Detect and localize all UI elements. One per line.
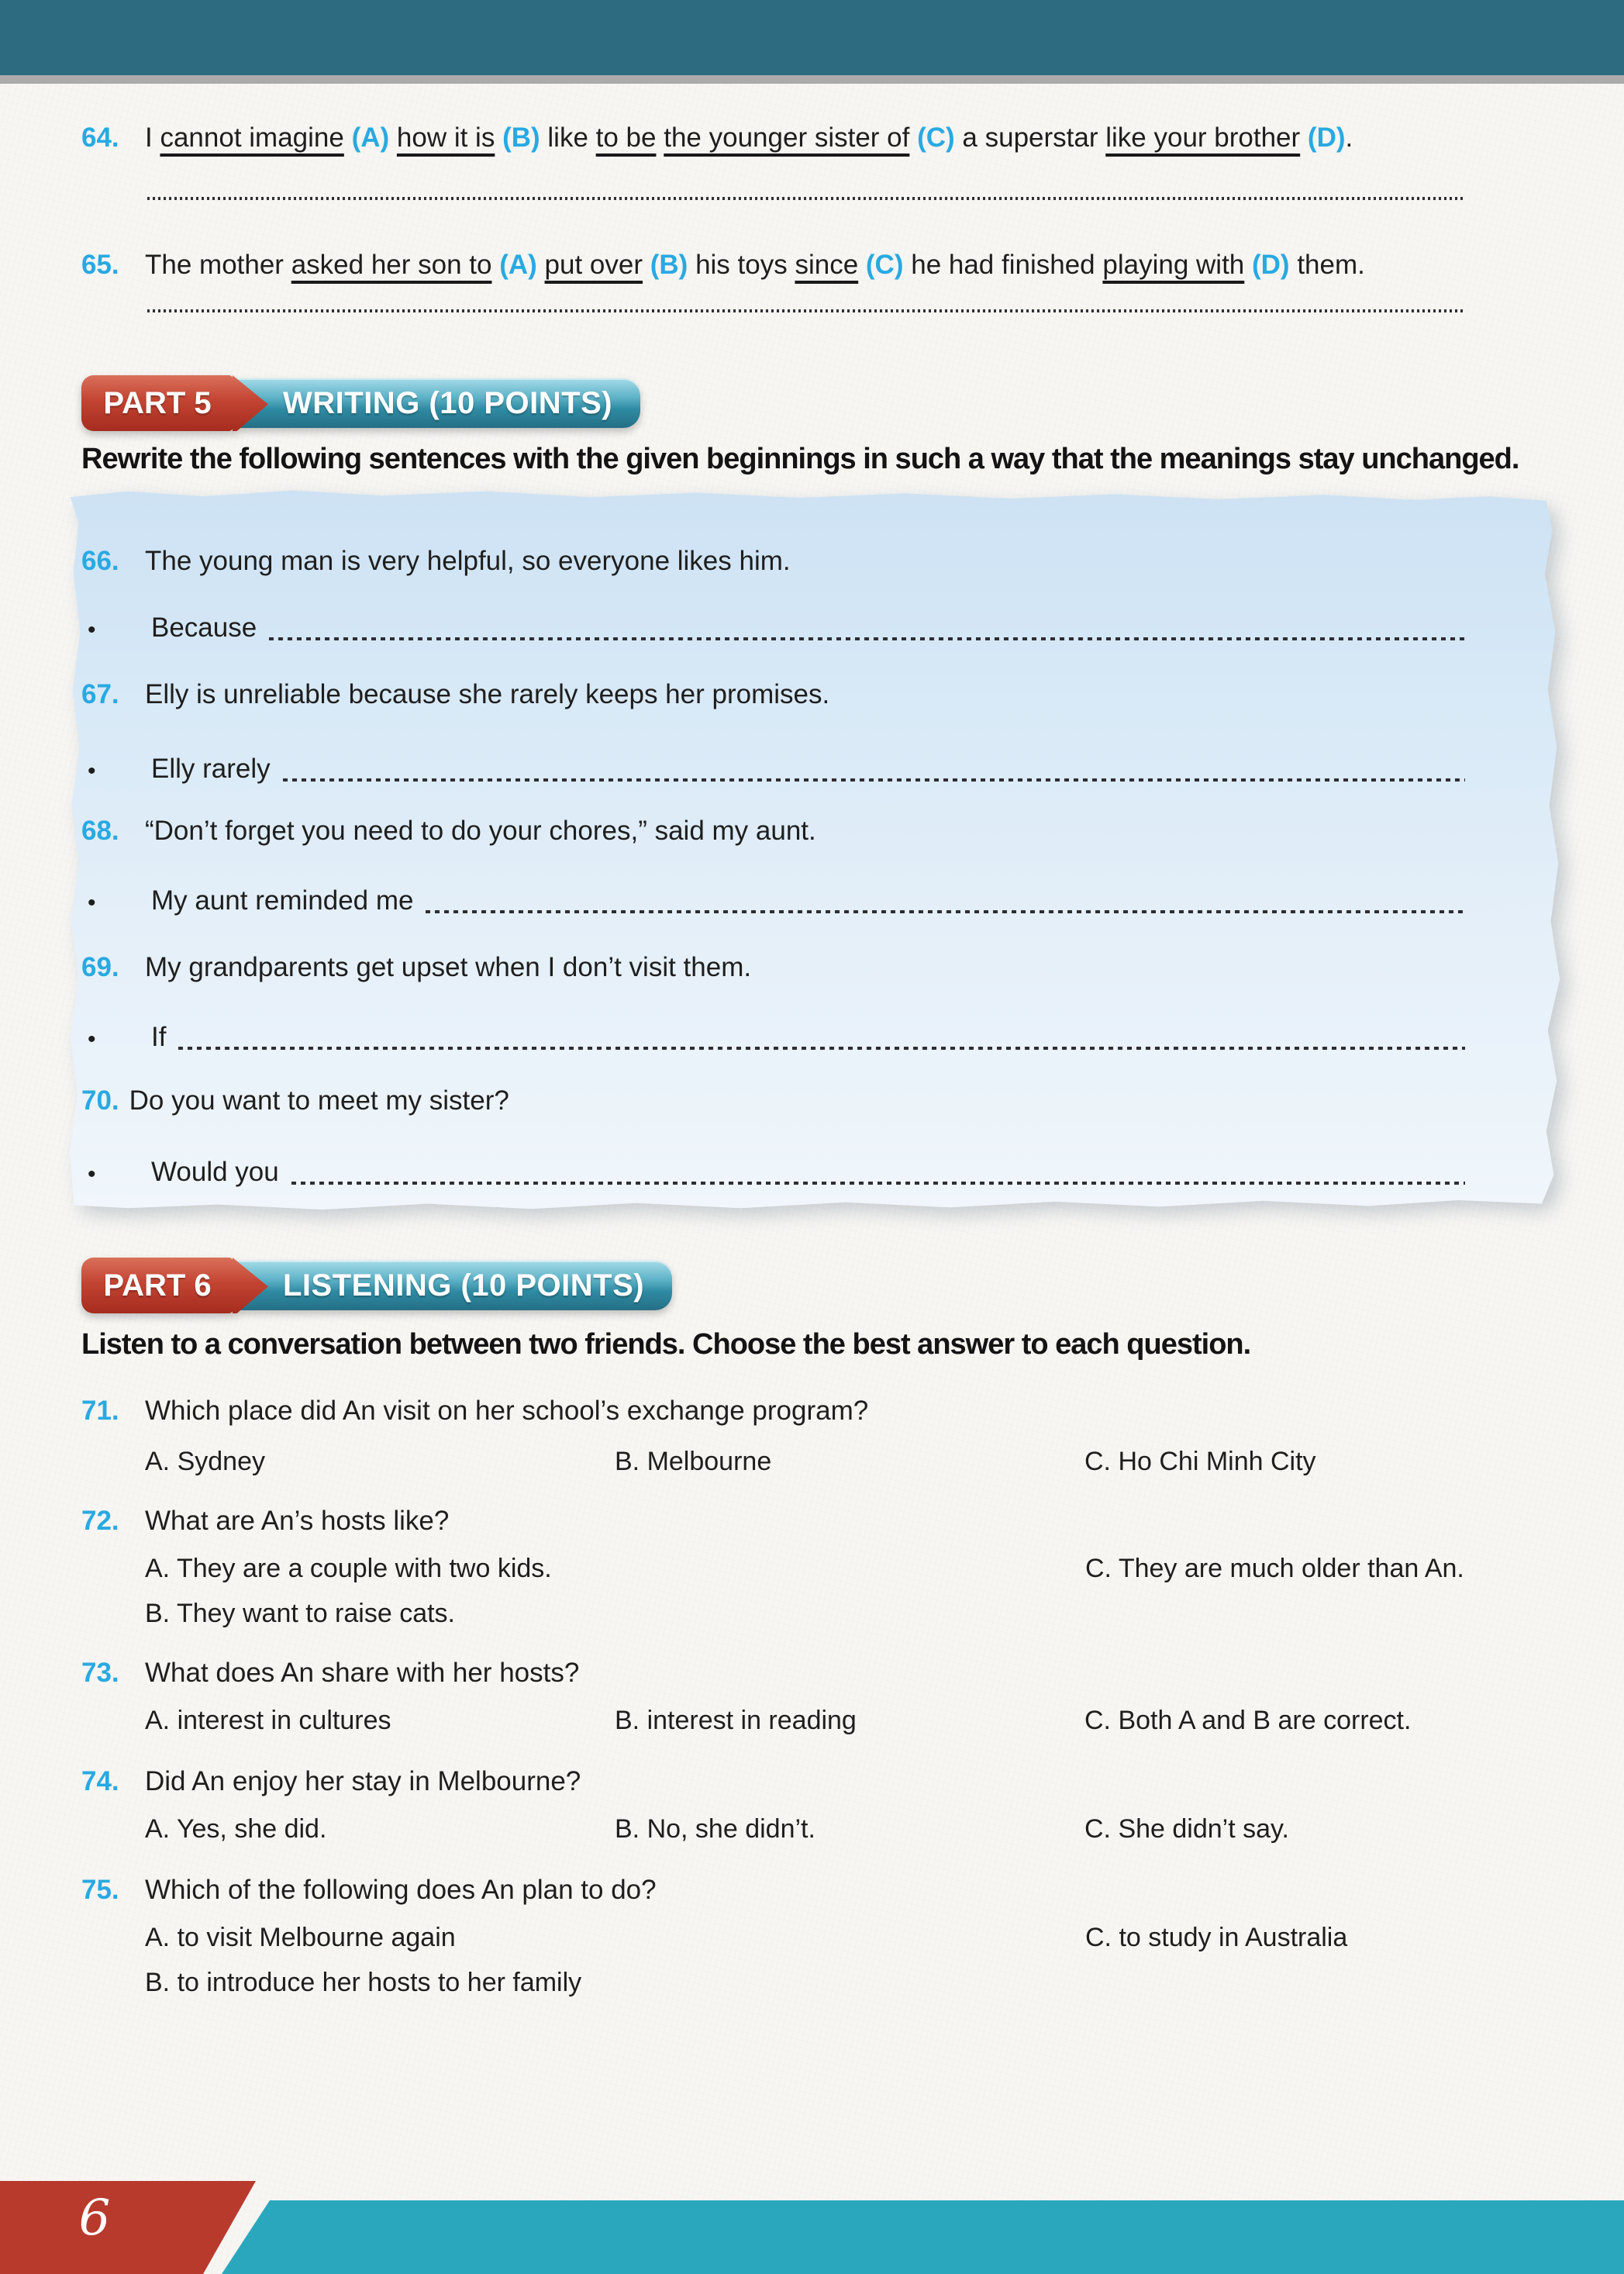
part6-instruction: Listen to a conversation between two friends. Choose the best answer to each question. xyxy=(81,1328,1251,1361)
answer-68-stem: My aunt reminded me xyxy=(151,885,414,916)
answer-66-stem: Because xyxy=(151,612,257,643)
question-71-options xyxy=(145,1445,1577,1479)
bullet-70: • xyxy=(88,1161,96,1188)
question-67-number: 67. xyxy=(81,679,119,709)
question-70-number: 70. xyxy=(81,1085,119,1116)
option-71-b: B. Melbourne xyxy=(615,1447,772,1476)
bullet-67: • xyxy=(88,758,96,785)
question-66 xyxy=(81,544,1531,578)
question-74-options xyxy=(145,1813,1577,1846)
question-69-text: My grandparents get upset when I don’t visit them. xyxy=(145,952,752,982)
option-72-a: A. They are a couple with two kids. xyxy=(145,1554,552,1583)
question-71-number: 71. xyxy=(81,1396,119,1426)
option-73-c: C. Both A and B are correct. xyxy=(1084,1706,1412,1735)
part6-label-ribbon xyxy=(81,1258,233,1313)
answer-67-stem: Elly rarely xyxy=(151,754,271,784)
question-64-number: 64. xyxy=(81,122,119,153)
part5-title: WRITING (10 POINTS) xyxy=(283,385,613,420)
header-gray-strip xyxy=(0,75,1624,84)
question-64 xyxy=(81,121,1577,155)
answer-70 xyxy=(81,1155,1465,1189)
answer-69 xyxy=(81,1020,1465,1054)
page-number: 6 xyxy=(78,2189,111,2247)
question-75-text: Which of the following does An plan to do? xyxy=(145,1875,657,1905)
option-72-b: B. They want to raise cats. xyxy=(145,1599,455,1628)
question-72-options-row1 xyxy=(145,1552,1577,1586)
question-74-number: 74. xyxy=(81,1766,119,1796)
answer-line-65 xyxy=(147,309,1465,312)
option-75-b: B. to introduce her hosts to her family xyxy=(145,1968,582,1997)
question-66-text: The young man is very helpful, so everyone likes him. xyxy=(145,546,791,576)
option-71-a: A. Sydney xyxy=(145,1447,265,1476)
bullet-69: • xyxy=(88,1027,96,1053)
part5-label-ribbon xyxy=(81,375,233,431)
answer-line-64 xyxy=(147,196,1465,200)
question-73-text: What does An share with her hosts? xyxy=(145,1658,580,1688)
question-65-number: 65. xyxy=(81,250,119,280)
question-68-number: 68. xyxy=(81,816,119,846)
question-75-number: 75. xyxy=(81,1875,119,1905)
question-72-number: 72. xyxy=(81,1506,119,1536)
answer-66-line xyxy=(269,614,1465,640)
question-72-text: What are An’s hosts like? xyxy=(145,1506,450,1536)
option-74-a: A. Yes, she did. xyxy=(145,1814,327,1844)
option-73-a: A. interest in cultures xyxy=(145,1706,391,1735)
question-65 xyxy=(81,248,1593,282)
question-69-number: 69. xyxy=(81,952,119,982)
question-73-options xyxy=(145,1704,1577,1737)
answer-66 xyxy=(81,611,1465,645)
option-75-a: A. to visit Melbourne again xyxy=(145,1923,456,1952)
question-73-number: 73. xyxy=(81,1658,119,1688)
question-64-text: I cannot imagine (A) how it is (B) like to be the younger sister of (C) a superstar like your brother (D). xyxy=(145,122,1353,153)
question-75-options-row1 xyxy=(145,1921,1577,1955)
option-73-b: B. interest in reading xyxy=(615,1706,857,1735)
part6-label: PART 6 xyxy=(103,1268,212,1303)
question-67-text: Elly is unreliable because she rarely keeps her promises. xyxy=(145,679,830,709)
answer-70-line xyxy=(291,1158,1465,1185)
question-73 xyxy=(81,1656,1577,1690)
question-71 xyxy=(81,1394,1577,1428)
question-65-text: The mother asked her son to (A) put over (B) his toys since (C) he had finished playing with (D) them. xyxy=(145,250,1365,280)
bullet-66: • xyxy=(88,617,96,644)
part6-badge xyxy=(81,1258,672,1313)
question-74 xyxy=(81,1765,1577,1799)
part5-badge xyxy=(81,375,640,431)
question-67 xyxy=(81,678,1531,712)
question-68 xyxy=(81,814,1531,848)
part5-label: PART 5 xyxy=(103,385,212,420)
question-71-text: Which place did An visit on her school’s exchange program? xyxy=(145,1396,869,1426)
question-68-text: “Don’t forget you need to do your chores,” said my aunt. xyxy=(145,816,816,846)
option-75-c: C. to study in Australia xyxy=(1085,1923,1348,1952)
question-72-options-row2 xyxy=(145,1597,1577,1630)
answer-70-stem: Would you xyxy=(151,1157,279,1187)
part6-title: LISTENING (10 POINTS) xyxy=(283,1268,645,1303)
option-74-b: B. No, she didn’t. xyxy=(615,1814,815,1844)
question-70-text: Do you want to meet my sister? xyxy=(129,1085,509,1116)
header-teal-bar xyxy=(0,0,1624,75)
answer-67 xyxy=(81,752,1465,786)
option-74-c: C. She didn’t say. xyxy=(1084,1814,1289,1844)
option-71-c: C. Ho Chi Minh City xyxy=(1084,1447,1316,1476)
answer-68 xyxy=(81,884,1465,918)
question-70 xyxy=(81,1084,1531,1118)
question-75-options-row2 xyxy=(145,1966,1577,2000)
answer-68-line xyxy=(426,887,1465,913)
part5-instruction: Rewrite the following sentences with the given beginnings in such a way that the meanings stay unchanged. xyxy=(81,443,1519,475)
bullet-68: • xyxy=(88,890,96,916)
question-69 xyxy=(81,951,1531,985)
question-66-number: 66. xyxy=(81,546,119,576)
option-72-c: C. They are much older than An. xyxy=(1085,1554,1464,1583)
answer-69-stem: If xyxy=(151,1022,167,1052)
answer-69-line xyxy=(178,1023,1465,1050)
question-74-text: Did An enjoy her stay in Melbourne? xyxy=(145,1766,581,1796)
question-75 xyxy=(81,1873,1577,1907)
answer-67-line xyxy=(283,755,1465,782)
footer-teal-bar xyxy=(0,2200,1624,2274)
question-72 xyxy=(81,1504,1577,1538)
